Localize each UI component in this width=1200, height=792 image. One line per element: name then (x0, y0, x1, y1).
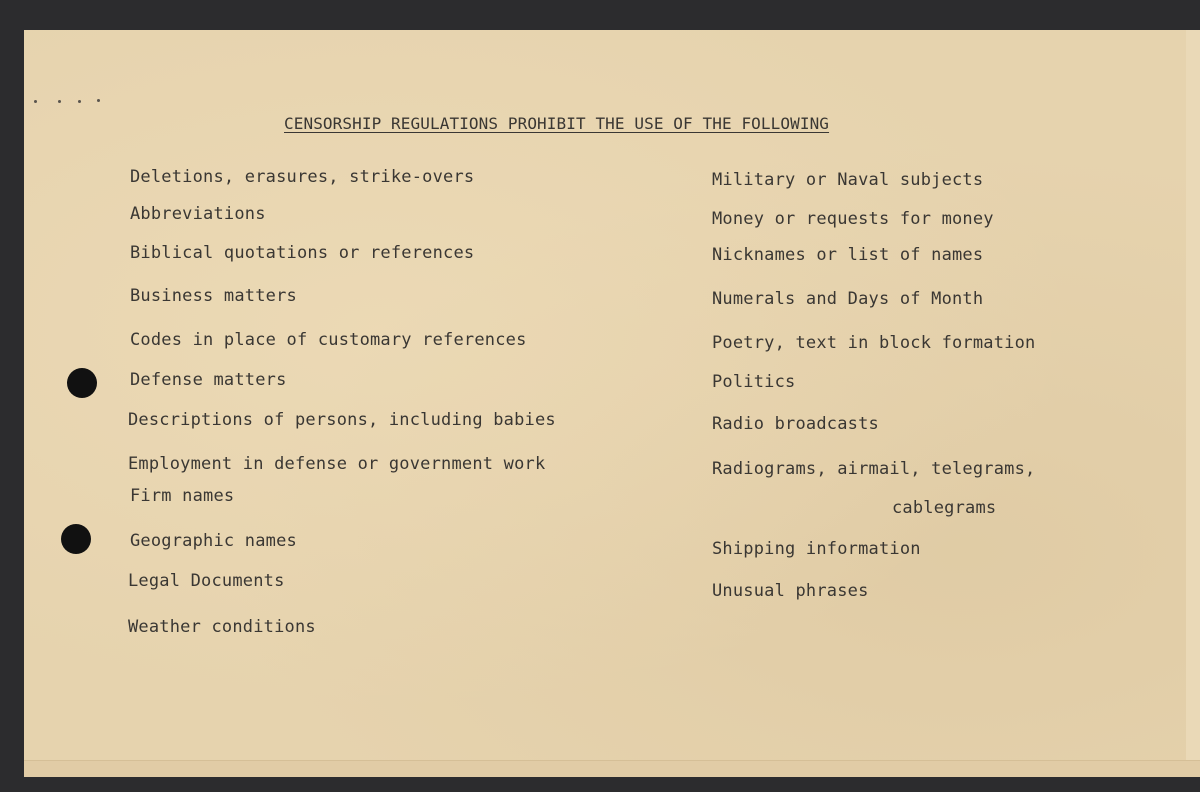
punch-hole-upper (67, 368, 97, 398)
right-item-unusual: Unusual phrases (712, 581, 869, 601)
right-item-cablegrams: cablegrams (892, 498, 997, 518)
right-item-poetry: Poetry, text in block formation (712, 333, 1036, 353)
left-item-abbreviations: Abbreviations (130, 204, 266, 224)
left-item-codes: Codes in place of customary references (130, 330, 527, 350)
ink-speck (97, 99, 100, 102)
left-item-biblical: Biblical quotations or references (130, 243, 475, 263)
left-item-employment: Employment in defense or government work (128, 454, 546, 474)
paper-sheet (24, 30, 1200, 776)
left-item-defense: Defense matters (130, 370, 287, 390)
right-item-nicknames: Nicknames or list of names (712, 245, 984, 265)
left-item-deletions: Deletions, erasures, strike-overs (130, 167, 475, 187)
right-item-numerals: Numerals and Days of Month (712, 289, 984, 309)
ink-speck (78, 100, 81, 103)
ink-speck (58, 100, 61, 103)
left-item-descriptions: Descriptions of persons, including babies (128, 410, 556, 430)
punch-hole-lower (61, 524, 91, 554)
paper-edge (1186, 30, 1200, 776)
left-item-weather: Weather conditions (128, 617, 316, 637)
document-title: CENSORSHIP REGULATIONS PROHIBIT THE USE OF THE FOLLOWING (284, 114, 830, 133)
left-item-firm-names: Firm names (130, 486, 235, 506)
right-item-radiograms: Radiograms, airmail, telegrams, (712, 459, 1036, 479)
right-item-radio: Radio broadcasts (712, 414, 879, 434)
right-item-politics: Politics (712, 372, 796, 392)
left-item-geographic: Geographic names (130, 531, 297, 551)
ink-speck (34, 100, 37, 103)
right-item-military: Military or Naval subjects (712, 170, 984, 190)
left-item-legal: Legal Documents (128, 571, 285, 591)
paper-bottom-edge (24, 760, 1200, 777)
left-item-business: Business matters (130, 286, 297, 306)
right-item-money: Money or requests for money (712, 209, 994, 229)
right-item-shipping: Shipping information (712, 539, 921, 559)
